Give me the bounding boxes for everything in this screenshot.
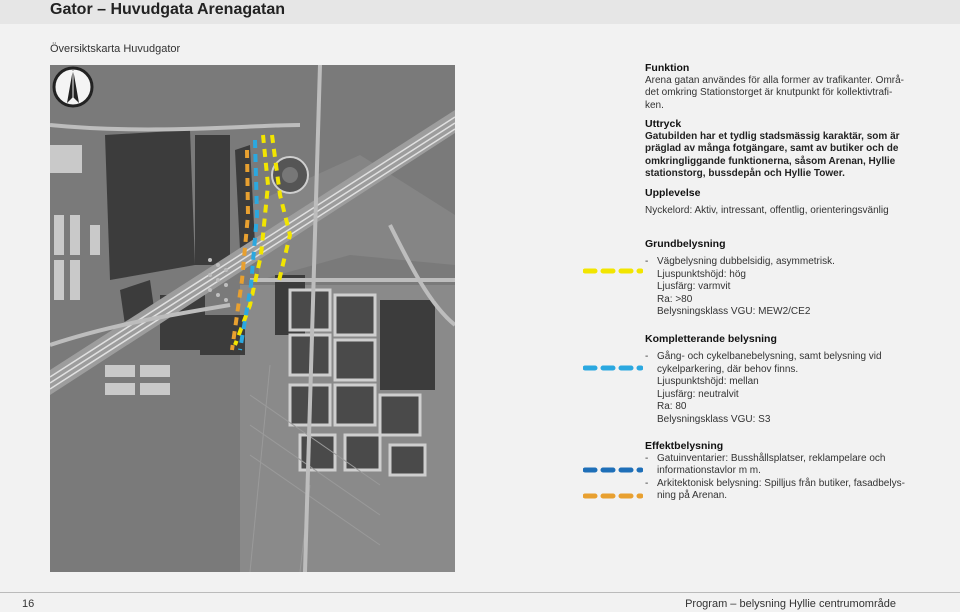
overview-map — [50, 65, 455, 572]
list-dash: - — [645, 351, 649, 362]
effekt-a-line-1: Gatuinventarier: Busshållsplatser, reklampelare och — [657, 452, 886, 464]
effekt-b-line-1: Arkitektonisk belysning: Spilljus från butiker, fasadbelys- — [657, 477, 905, 489]
uttryck-line-2: präglad av många fotgängare, samt av butiker och de — [645, 143, 899, 154]
map-svg — [50, 65, 455, 572]
page-title: Gator – Huvudgata Arenagatan — [50, 1, 286, 18]
effekt-a-line-2: informationstavlor m m. — [657, 465, 761, 476]
description-panel — [645, 62, 905, 503]
uttryck-line-3: omkringliggande funktionerna, såsom Arenan, Hyllie — [645, 155, 896, 167]
map-arena — [272, 157, 308, 193]
grund-line-2: Ljuspunktshöjd: hög — [657, 268, 746, 280]
grund-line-1: Vägbelysning dubbelsidig, asymmetrisk. — [657, 256, 835, 267]
funktion-heading: Funktion — [645, 62, 690, 74]
upplevelse-heading: Upplevelse — [645, 186, 701, 199]
uttryck-line-1: Gatubilden har et tydlig stadsmässig karaktär, som är — [645, 130, 900, 142]
uttryck-heading: Uttryck — [645, 118, 682, 130]
komp-line-3: Ljuspunktshöjd: mellan — [657, 376, 759, 387]
page-number: 16 — [22, 598, 35, 610]
grundbelysning-heading: Grundbelysning — [645, 237, 726, 250]
upplevelse-text: Nyckelord: Aktiv, intressant, offentlig, orienteringsvänlig — [645, 205, 889, 216]
komp-line-4: Ljusfärg: neutralvit — [657, 388, 739, 400]
footer-title: Program – belysning Hyllie centrumområde — [685, 598, 896, 610]
funktion-line-2: det omkring Stationstorget är knutpunkt för kollektivtrafi- — [645, 87, 893, 98]
grund-line-3: Ljusfärg: varmvit — [657, 281, 731, 292]
grund-line-4: Ra: >80 — [657, 293, 693, 305]
komp-line-5: Ra: 80 — [657, 401, 687, 412]
komp-line-1: Gång- och cykelbanebelysning, samt belysning vid — [657, 351, 882, 362]
map-subtitle: Översiktskarta Huvudgator — [50, 43, 181, 55]
uttryck-line-4: stationstorg, bussdepån och Hyllie Tower. — [645, 168, 845, 179]
effekt-item-1 — [645, 453, 905, 478]
north-arrow-icon — [54, 68, 92, 106]
funktion-line-1: Arena gatan användes för alla former av trafikanter. Områ- — [645, 74, 905, 86]
kompletterande-item — [645, 351, 905, 426]
komp-line-2: cykelparkering, där behov finns. — [657, 363, 799, 375]
legend-effekt-orange — [583, 492, 643, 500]
komp-line-6: Belysningsklass VGU: S3 — [657, 413, 771, 425]
legend-kompletterande — [583, 364, 643, 372]
effekt-b-line-2: ning på Arenan. — [657, 490, 728, 501]
grundbelysning-item — [645, 256, 905, 319]
list-dash: - — [645, 452, 649, 464]
list-dash: - — [645, 256, 649, 267]
grund-line-5: Belysningsklass VGU: MEW2/CE2 — [657, 306, 811, 317]
list-dash: - — [645, 477, 649, 489]
funktion-line-3: ken. — [645, 99, 664, 111]
legend-effekt-blue — [583, 466, 643, 474]
effekt-heading: Effektbelysning — [645, 440, 724, 452]
legend-grundbelysning — [583, 267, 643, 275]
footer-divider — [0, 592, 960, 593]
effekt-item-2 — [645, 478, 905, 503]
kompletterande-heading: Kompletterande belysning — [645, 332, 777, 345]
